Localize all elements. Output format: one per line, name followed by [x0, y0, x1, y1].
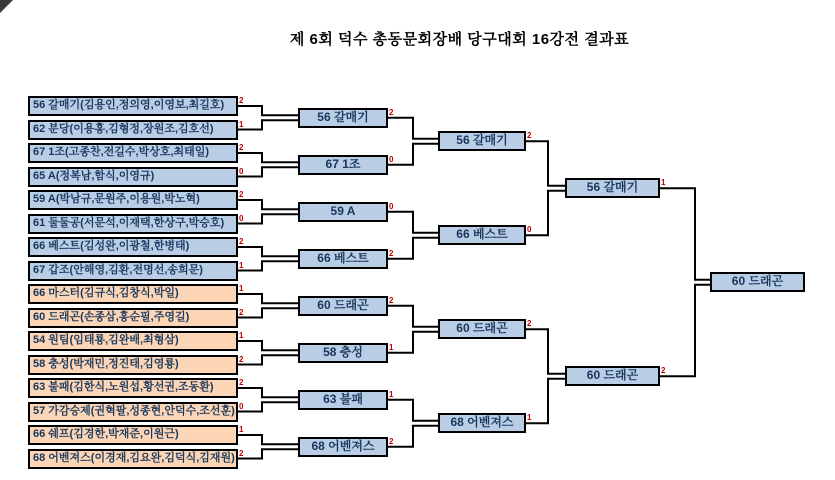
r16-team: 68 어벤져스(이경재,김요완,김덕식,김재원) — [28, 449, 238, 469]
finalist: 60 드래곤 — [565, 366, 660, 386]
sf-winner: 68 어벤져스 — [438, 413, 526, 433]
match-score: 0 — [389, 154, 394, 164]
r16-team: 66 마스터(김규식,김창식,박일) — [28, 284, 238, 304]
connector-line — [388, 144, 438, 165]
match-score: 2 — [239, 378, 244, 387]
connector-line — [238, 308, 298, 317]
connector-line — [238, 167, 298, 176]
r16-team: 60 드래곤(손종삼,홍순필,주영길) — [28, 308, 238, 328]
connector-line — [238, 247, 298, 256]
match-score: 2 — [239, 307, 244, 317]
match-score: 2 — [239, 448, 244, 458]
connector-line — [238, 435, 298, 444]
connector-line — [388, 426, 438, 447]
match-score: 0 — [389, 201, 394, 211]
qf-winner: 68 어벤져스 — [298, 437, 388, 457]
connector-line — [238, 106, 298, 115]
connector-line — [238, 200, 298, 209]
r16-team: 54 원팀(임태룡,김완배,최형삼) — [28, 331, 238, 351]
qf-winner: 66 베스트 — [298, 249, 388, 269]
connector-line — [238, 120, 298, 129]
connector-line — [526, 191, 565, 236]
match-score: 1 — [239, 331, 244, 340]
match-score: 2 — [661, 366, 666, 376]
match-score: 1 — [527, 413, 532, 423]
qf-winner: 67 1조 — [298, 155, 388, 175]
connector-line — [238, 355, 298, 364]
connector-line — [526, 379, 565, 424]
match-score: 1 — [389, 342, 394, 352]
r16-team: 57 가감승제(권혁팔,성종현,안덕수,조선훈) — [28, 402, 238, 422]
match-score: 2 — [239, 96, 244, 105]
match-score: 2 — [389, 107, 394, 117]
match-score: 0 — [527, 225, 532, 235]
qf-winner: 56 갈매기 — [298, 108, 388, 128]
match-score: 1 — [389, 389, 394, 399]
connector-line — [238, 388, 298, 397]
match-score: 0 — [239, 401, 244, 411]
page-title: 제 6회 덕수 총동문회장배 당구대회 16강전 결과표 — [289, 31, 630, 48]
qf-winner: 59 A — [298, 202, 388, 222]
connector-line — [238, 402, 298, 411]
match-score: 2 — [527, 319, 532, 329]
sf-winner: 60 드래곤 — [438, 319, 526, 339]
r16-team: 65 A(정복남,함식,이영규) — [28, 167, 238, 187]
match-score: 1 — [661, 178, 666, 188]
match-score: 2 — [389, 248, 394, 258]
qf-winner: 63 불패 — [298, 390, 388, 410]
sf-winner: 66 베스트 — [438, 225, 526, 245]
connector-line — [660, 188, 710, 280]
match-score: 1 — [239, 284, 244, 293]
champion: 60 드래곤 — [710, 272, 805, 292]
connector-line — [388, 212, 438, 233]
match-score: 2 — [389, 295, 394, 305]
connector-line — [238, 261, 298, 270]
connector-line — [238, 449, 298, 458]
connector-line — [388, 118, 438, 139]
r16-team: 67 갑조(안해영,김환,전명선,송희문) — [28, 261, 238, 281]
connector-line — [238, 341, 298, 350]
match-score: 2 — [527, 131, 532, 141]
connector-line — [388, 332, 438, 353]
r16-team: 66 쉐프(김경한,박재준,이원근) — [28, 425, 238, 445]
r16-team: 56 갈매기(김용인,정의영,이영보,최길호) — [28, 96, 238, 116]
connector-line — [660, 285, 710, 377]
qf-winner: 58 충성 — [298, 343, 388, 363]
r16-team: 58 충성(박재민,정진태,김영룡) — [28, 355, 238, 375]
match-score: 2 — [239, 237, 244, 246]
finalist: 56 갈매기 — [565, 178, 660, 198]
match-score: 2 — [239, 143, 244, 152]
connector-line — [388, 238, 438, 259]
connector-line — [238, 214, 298, 223]
match-score: 1 — [239, 119, 244, 129]
r16-team: 66 베스트(김성완,이광철,한병태) — [28, 237, 238, 257]
connector-line — [526, 141, 565, 186]
r16-team: 67 1조(고종찬,전길수,박상호,최태일) — [28, 143, 238, 163]
connector-line — [388, 400, 438, 421]
sf-winner: 56 갈매기 — [438, 131, 526, 151]
r16-team: 59 A(박남규,문원주,이용원,박노혁) — [28, 190, 238, 210]
match-score: 1 — [239, 260, 244, 270]
connector-line — [238, 153, 298, 162]
r16-team: 62 분당(이용홍,김형정,장원조,김호선) — [28, 120, 238, 140]
qf-winner: 60 드래곤 — [298, 296, 388, 316]
match-score: 0 — [239, 213, 244, 223]
connector-line — [526, 329, 565, 374]
r16-team: 63 불패(김한식,노원섭,황선권,조동환) — [28, 378, 238, 398]
match-score: 2 — [239, 354, 244, 364]
connector-line — [238, 294, 298, 303]
match-score: 2 — [389, 436, 394, 446]
connector-line — [388, 306, 438, 327]
match-score: 1 — [239, 425, 244, 434]
r16-team: 61 둘둘공(서문석,이재택,한상구,박승호) — [28, 214, 238, 234]
match-score: 0 — [239, 166, 244, 176]
match-score: 2 — [239, 190, 244, 199]
